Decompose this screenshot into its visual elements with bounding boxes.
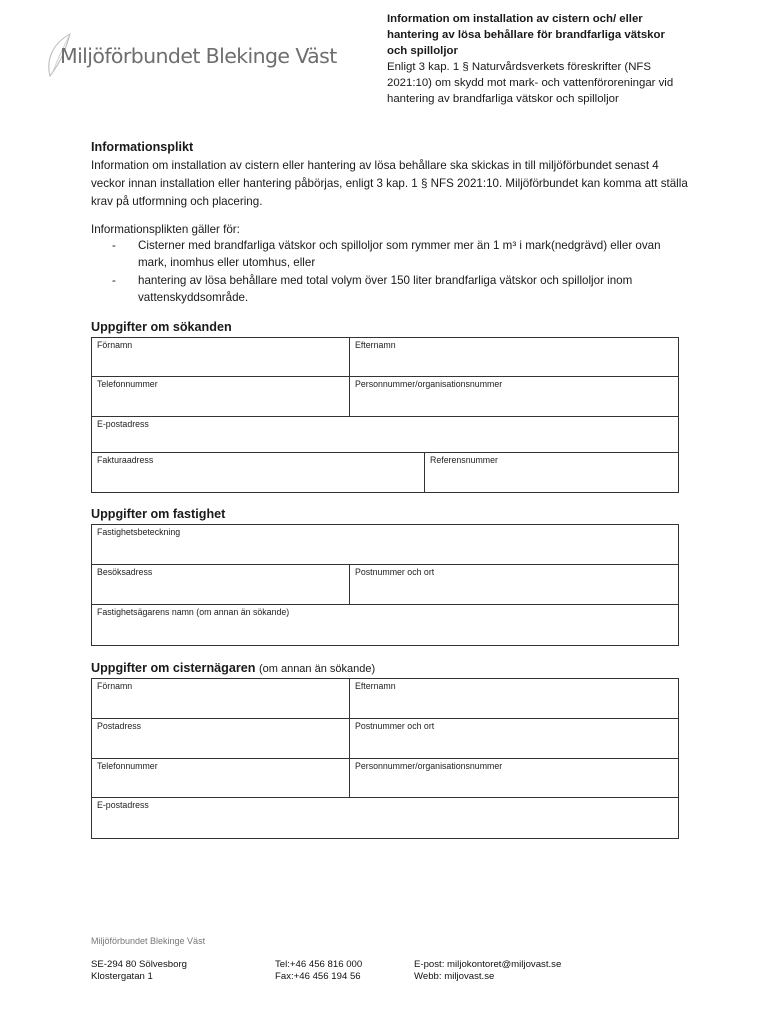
form-row [92, 376, 678, 416]
document-subtitle: Enligt 3 kap. 1 § Naturvårdsverkets föreskrifter (NFS 2021:10) om skydd mot mark- och vattenföroreningar vid hantering av brandfarliga vätskor och spilloljor [387, 61, 674, 105]
footer-phone [275, 959, 362, 983]
property-form [91, 524, 679, 646]
applicant-heading: Uppgifter om sökanden [91, 320, 232, 334]
property-designation-field[interactable]: Fastighetsbeteckning [97, 527, 181, 537]
applicant-last-name-field[interactable]: Efternamn [349, 338, 678, 376]
owner-last-name-field[interactable]: Efternamn [349, 679, 678, 718]
applicant-email-field[interactable]: E-postadress [97, 419, 149, 429]
owner-postal-code-field[interactable]: Postnummer och ort [349, 719, 678, 758]
bullet-text: hantering av lösa behållare med total volym över 150 liter brandfarliga vätskor och spilloljor inom vattenskyddsområde. [138, 274, 633, 304]
property-visit-address-field[interactable]: Besöksadress [97, 567, 153, 577]
footer-fax: Fax:+46 456 194 56 [275, 971, 361, 982]
footer-address [91, 959, 187, 983]
bullet-text: Cisterner med brandfarliga vätskor och spilloljor som rymmer mer än 1 m³ i mark(nedgrävd) eller ovan mark, inomhus eller utomhus, eller [138, 239, 661, 269]
list-item [112, 272, 692, 306]
footer-email[interactable]: E-post: miljokontoret@miljovast.se [414, 959, 562, 970]
owner-personal-number-field[interactable]: Personnummer/organisationsnummer [349, 759, 678, 797]
info-paragraph: Information om installation av cistern eller hantering av lösa behållare ska skickas in till miljöförbundet senast 4 veckor innan installation eller hantering påbörjas, enligt 3 kap. 1 § NFS 2021:10. Miljöförbundet kan komma att ställa krav på utformning och placering. [91, 159, 688, 208]
footer-address-line1: SE-294 80 Sölvesborg [91, 959, 187, 970]
footer-web[interactable]: Webb: miljovast.se [414, 971, 495, 982]
owner-email-field[interactable]: E-postadress [97, 800, 149, 810]
cistern-owner-heading [91, 661, 375, 675]
form-row [92, 452, 678, 492]
owner-first-name-field[interactable]: Förnamn [97, 681, 133, 691]
document-header [387, 11, 687, 107]
form-row [92, 679, 678, 718]
bullet-list [112, 237, 692, 307]
applicant-billing-address-field[interactable]: Fakturaadress [97, 455, 154, 465]
footer-org-name: Miljöförbundet Blekinge Väst [91, 936, 206, 946]
property-heading: Uppgifter om fastighet [91, 507, 226, 521]
applicant-personal-number-field[interactable]: Personnummer/organisationsnummer [349, 377, 678, 416]
owner-postal-address-field[interactable]: Postadress [97, 721, 142, 731]
cistern-owner-form [91, 678, 679, 839]
form-row [92, 797, 678, 838]
form-row [92, 758, 678, 797]
footer-tel: Tel:+46 456 816 000 [275, 959, 363, 970]
applicant-first-name-field[interactable]: Förnamn [97, 340, 133, 350]
form-row [92, 718, 678, 758]
owner-phone-field[interactable]: Telefonnummer [97, 761, 158, 771]
logo [44, 30, 337, 82]
form-row [92, 604, 678, 645]
footer-address-line2: Klostergatan 1 [91, 971, 153, 982]
form-row [92, 564, 678, 604]
cistern-owner-heading-note: (om annan än sökande) [258, 663, 376, 675]
logo-text: Miljöförbundet Blekinge Väst [60, 44, 337, 68]
footer-contact [414, 959, 561, 983]
cistern-owner-heading-text: Uppgifter om cisternägaren [91, 661, 256, 675]
property-postal-code-field[interactable]: Postnummer och ort [349, 565, 678, 604]
list-item [112, 237, 692, 271]
form-row [92, 525, 678, 564]
bullet-dash: - [112, 239, 116, 252]
form-row [92, 338, 678, 376]
applicant-form [91, 337, 679, 493]
info-heading: Informationsplikt [91, 140, 194, 154]
property-owner-name-field[interactable]: Fastighetsägarens namn (om annan än sökande) [97, 607, 290, 617]
applicant-phone-field[interactable]: Telefonnummer [97, 379, 158, 389]
bullet-dash: - [112, 274, 116, 287]
applicant-reference-number-field[interactable]: Referensnummer [424, 453, 678, 492]
form-row [92, 416, 678, 452]
applies-label: Informationsplikten gäller för: [91, 223, 240, 236]
document-title: Information om installation av cistern och/ eller hantering av lösa behållare för brandfarliga vätskor och spilloljor [387, 13, 665, 57]
